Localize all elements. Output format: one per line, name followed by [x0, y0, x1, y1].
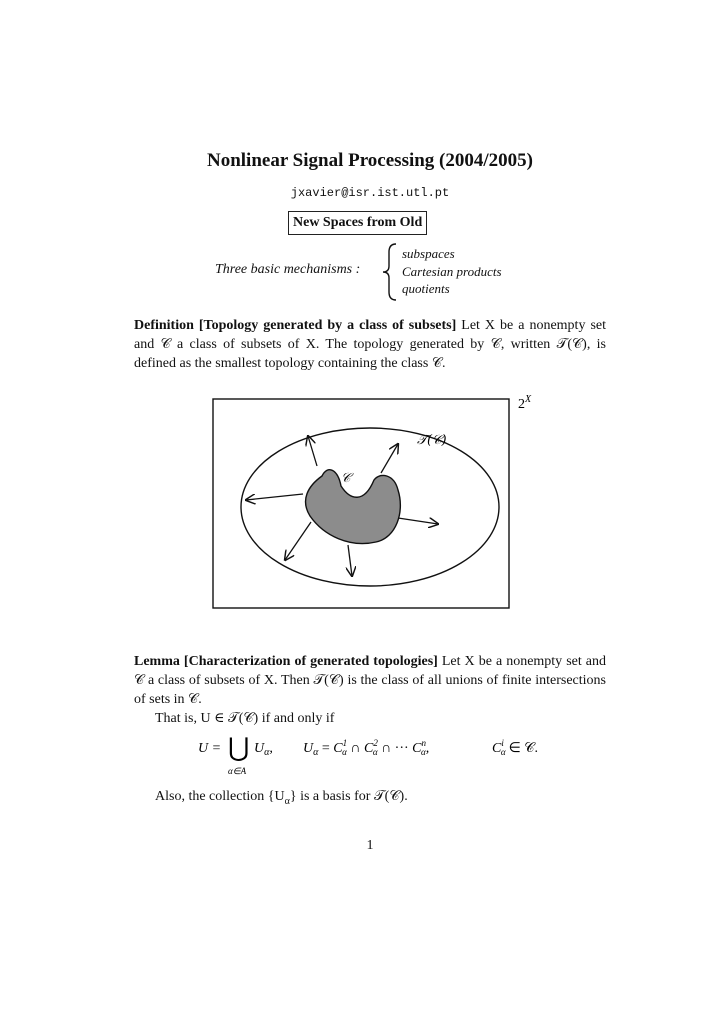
page-number: 1: [366, 838, 374, 853]
curly-brace-icon: [380, 242, 400, 302]
section-title: New Spaces from Old: [288, 211, 427, 235]
power-set-label: $2^X$: [518, 394, 532, 412]
lemma-basis-sentence: Also, the collection $\{U_\alpha\}$ is a basis for 𝒯(𝒞).: [155, 789, 408, 807]
lemma-that-is: That is, U ∈ 𝒯(𝒞) if and only if: [155, 711, 335, 726]
intersection-definition: $U_\alpha = C^1$ α ∩ $C^2$ α ∩ ··· $C^n$ α,: [303, 738, 430, 758]
class-blob: [306, 470, 401, 544]
topology-diagram: [200, 390, 550, 620]
mechanisms-list: [402, 245, 502, 298]
definition-name: [Topology generated by a class of subsets]: [198, 318, 457, 333]
mechanisms-label: Three basic mechanisms :: [215, 262, 361, 277]
arrow: [348, 545, 352, 576]
mechanism-item: quotients: [402, 281, 450, 296]
arrow: [285, 522, 311, 560]
lemma-head: Lemma: [134, 654, 180, 669]
mechanism-item: Cartesian products: [402, 263, 502, 279]
union-formula: [196, 734, 576, 782]
lemma-paragraph: [134, 652, 606, 728]
union-term: $U_\alpha$,: [254, 741, 273, 758]
page-title: Nonlinear Signal Processing (2004/2005): [206, 150, 533, 171]
arrow: [398, 518, 438, 524]
author-email: jxavier@isr.ist.utl.pt: [290, 186, 450, 200]
lemma-name: [Characterization of generated topologies]: [183, 654, 438, 669]
arrow: [381, 444, 398, 473]
definition-paragraph: [134, 316, 606, 373]
formula-lhs: U =: [198, 741, 222, 756]
lemma-text: Let X be a nonempty set and 𝒞 a class of subsets of X. Then 𝒯(𝒞) is the class of all unions of finite intersections of sets in 𝒞.: [134, 654, 607, 707]
definition-head: Definition: [134, 318, 194, 333]
mechanism-item: subspaces: [402, 246, 455, 261]
union-index: α∈A: [228, 766, 247, 776]
arrow: [246, 494, 303, 500]
big-union-icon: ⋃: [228, 734, 250, 762]
generated-topology-label: 𝒯(𝒞): [417, 433, 447, 448]
membership: $C^i$ α ∈ 𝒞.: [492, 738, 538, 757]
definition-text: Let X be a nonempty set and 𝒞 a class of subsets of X. The topology generated by 𝒞, written 𝒯(𝒞), is defined as the smallest topology containing the class 𝒞.: [134, 318, 606, 371]
class-label: 𝒞: [341, 471, 351, 486]
arrow: [308, 436, 317, 466]
